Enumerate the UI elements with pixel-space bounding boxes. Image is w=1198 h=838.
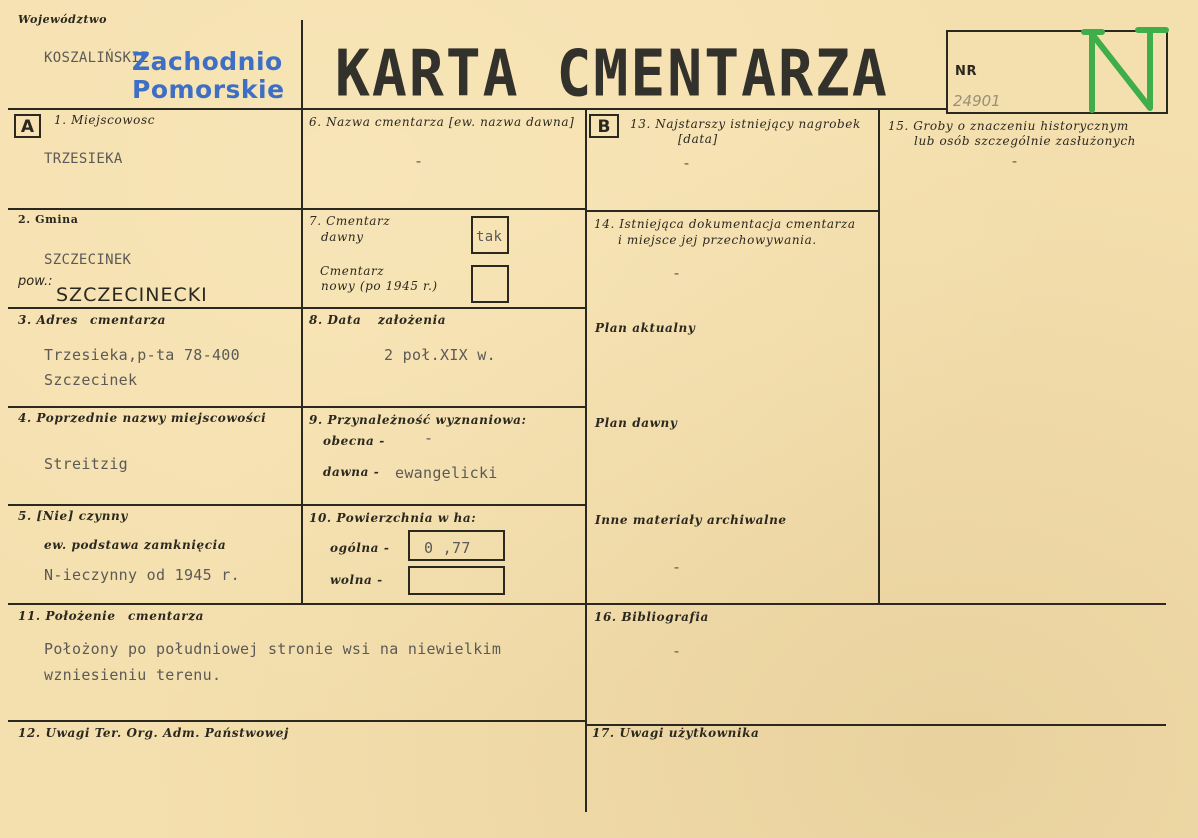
field-7-label1: 7. Cmentarz (309, 214, 391, 228)
field-13-label2: [data] (678, 132, 718, 146)
field-7-dawny-value: tak (476, 229, 503, 245)
field-8-label-num: 8. Data (309, 313, 362, 327)
field-10-label: 10. Powierzchnia w ha: (309, 511, 477, 525)
divider (8, 208, 586, 210)
inne-materialy-value: - (672, 558, 682, 576)
field-14-value: - (672, 264, 682, 282)
field-6-value: - (414, 152, 424, 170)
divider (8, 307, 586, 309)
wojewodztwo-typed: KOSZALIŃSKIE (44, 50, 149, 66)
field-15-label2: lub osób szczególnie zasłużonych (914, 134, 1136, 148)
nr-label: NR (955, 64, 978, 79)
field-4-value: Streitzig (44, 455, 128, 473)
field-16-label: 16. Bibliografia (594, 610, 709, 624)
region-stamp-line2: Pomorskie (132, 75, 285, 104)
field-9-obecna-label: obecna - (323, 434, 385, 448)
marker-n-icon (1078, 20, 1178, 116)
field-8-label-rest: założenia (378, 313, 447, 327)
field-2-value: SZCZECINEK (44, 252, 132, 268)
divider (586, 210, 879, 212)
field-5-sublabel: ew. podstawa zamknięcia (44, 538, 227, 552)
field-2-pow-value: SZCZECINECKI (56, 284, 208, 306)
field-11-label-num: 11. Położenie (18, 609, 116, 623)
field-16-value: - (672, 642, 682, 660)
field-8-value: 2 poł.XIX w. (384, 346, 496, 364)
field-17-label: 17. Uwagi użytkownika (592, 726, 760, 740)
field-14-label2: i miejsce jej przechowywania. (618, 233, 817, 247)
field-1-value: TRZESIEKA (44, 151, 123, 167)
divider (585, 108, 587, 812)
field-15-label1: 15. Groby o znaczeniu historycznym (888, 119, 1129, 133)
page-title: KARTA CMENTARZA (335, 36, 889, 111)
nr-value: 24901 (953, 92, 1001, 110)
field-9-dawna-label: dawna - (323, 465, 380, 479)
field-3-label-rest: cmentarza (90, 313, 166, 327)
field-7-label4: nowy (po 1945 r.) (321, 279, 438, 293)
field-3-line2: Szczecinek (44, 371, 138, 389)
field-7-label2: dawny (321, 230, 364, 244)
field-15-value: - (1010, 152, 1020, 170)
field-11-line2: wzniesieniu terenu. (44, 666, 222, 684)
field-11-label-rest: cmentarza (128, 609, 204, 623)
field-3-label-num: 3. Adres (18, 313, 78, 327)
wojewodztwo-label: Województwo (18, 13, 108, 26)
field-9-obecna-value: - (424, 429, 434, 447)
field-2-pow-label: pow.: (18, 274, 53, 289)
field-10-ogolna-value: 0 ,77 (424, 539, 471, 557)
field-14-label1: 14. Istniejąca dokumentacja cmentarza (594, 217, 856, 231)
section-b-badge: B (589, 114, 619, 138)
field-9-label: 9. Przynależność wyznaniowa: (309, 413, 527, 427)
divider (8, 406, 586, 408)
field-9-dawna-value: ewangelicki (395, 464, 498, 482)
plan-dawny-label: Plan dawny (595, 416, 678, 430)
divider (8, 720, 586, 722)
field-12-label: 12. Uwagi Ter. Org. Adm. Państwowej (18, 726, 289, 740)
field-3-line1: Trzesieka,p-ta 78-400 (44, 346, 240, 364)
field-11-line1: Położony po południowej stronie wsi na niewielkim (44, 640, 502, 658)
field-10-ogolna-label: ogólna - (330, 541, 390, 555)
divider (8, 603, 1166, 605)
divider (301, 20, 303, 604)
field-4-label: 4. Poprzednie nazwy miejscowości (18, 411, 267, 425)
field-10-wolna-box (408, 566, 505, 595)
divider (8, 504, 586, 506)
plan-aktualny-label: Plan aktualny (595, 321, 696, 335)
field-6-label: 6. Nazwa cmentarza [ew. nazwa dawna] (309, 115, 575, 129)
field-7-label3: Cmentarz (320, 264, 385, 278)
field-2-label: 2. Gmina (18, 213, 79, 226)
field-13-label1: 13. Najstarszy istniejący nagrobek (630, 117, 861, 131)
inne-materialy-label: Inne materiały archiwalne (595, 513, 787, 527)
divider (878, 108, 880, 605)
field-5-value: N-ieczynny od 1945 r. (44, 566, 240, 584)
field-10-wolna-label: wolna - (330, 573, 383, 587)
category-letter-mark (1078, 20, 1178, 116)
field-1-label: 1. Miejscowosc (54, 113, 156, 127)
field-13-value: - (682, 154, 692, 172)
region-stamp-line1: Zachodnio (132, 47, 283, 76)
field-5-label: 5. [Nie] czynny (18, 509, 128, 523)
field-7-nowy-box (471, 265, 509, 303)
section-a-badge: A (14, 114, 41, 138)
divider (946, 30, 948, 114)
